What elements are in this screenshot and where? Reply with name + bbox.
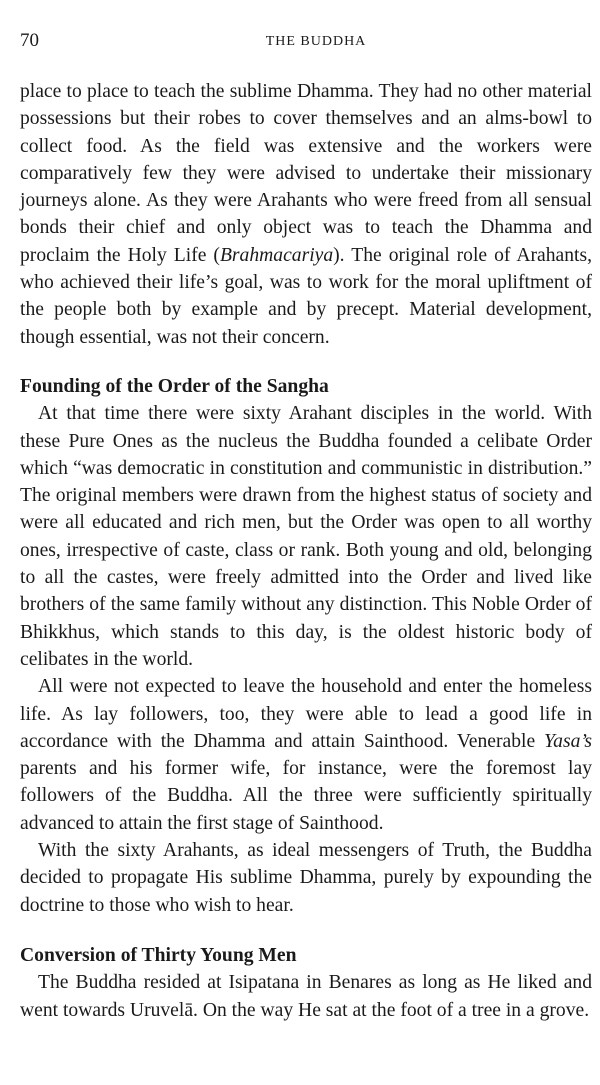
- paragraph: The Buddha resided at Isipatana in Benares as long as He liked and went towards Uruvelā. On the way He sat at the foot of a tree in a grove.: [20, 972, 592, 1021]
- italic-term: Yasa’s: [544, 730, 592, 752]
- running-head: THE BUDDHA: [265, 34, 367, 49]
- italic-term: Brahmacariya: [219, 244, 334, 266]
- paragraph: place to place to teach the sublime Dhamma. They had no other material possessions but their robes to cover themselves and an alms-bowl to collect food. As the field was extensive and the workers were comparatively few they were advised to undertake their missionary journeys alone. As they were Arahants who were freed from all sensual bonds their chief and only object was to teach the Dhamma and proclaim the Holy Life (Brahmacariya). The original role of Arahants, who achieved their life’s goal, was to work for the moral upliftment of the people both by example and by precept. Material development, though essential, was not their concern.: [20, 81, 592, 348]
- paragraph: At that time there were sixty Arahant disciples in the world. With these Pure Ones as the nucleus the Buddha founded a celibate Order which “was democratic in constitution and communistic in distribution.” The original members were drawn from the highest status of society and were all educated and rich men, but the Order was open to all worthy ones, irrespective of caste, class or rank. Both young and old, belonging to all the castes, were freely admitted into the Order and lived like brothers of the same family without any distinction. This Noble Order of Bhikkhus, which stands to this day, is the oldest historic body of celibates in the world.: [20, 403, 592, 670]
- section-heading: Founding of the Order of the Sangha: [20, 375, 329, 397]
- book-page: [20, 30, 592, 1024]
- paragraph: All were not expected to leave the household and enter the homeless life. As lay followers, too, they were able to lead a good life in accordance with the Dhamma and attain Sainthood. Venerable Yasa’s parents and his former wife, for instance, were the foremost lay followers of the Buddha. All the three were sufficiently spiritually advanced to attain the first stage of Sainthood.: [20, 676, 592, 834]
- section-heading: Conversion of Thirty Young Men: [20, 944, 297, 966]
- paragraph: With the sixty Arahants, as ideal messengers of Truth, the Buddha decided to propagate His sublime Dhamma, purely by expounding the doctrine to those who wish to hear.: [20, 840, 592, 916]
- page-number: 70: [20, 30, 39, 51]
- page-header: [20, 30, 592, 60]
